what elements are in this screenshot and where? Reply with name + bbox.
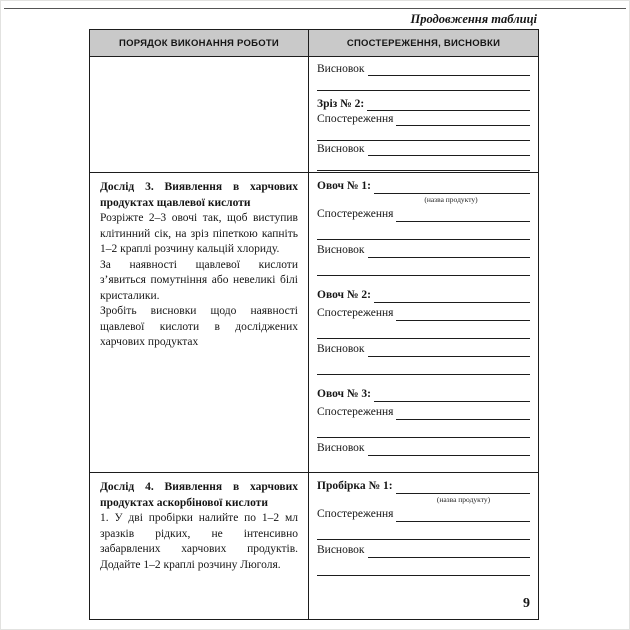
experiment-3-step: Розріжте 2–3 овочі так, щоб виступив клітинний сік, на зріз піпеткою капніть 1–2 краплі розчину кальцій хлориду. xyxy=(100,212,298,255)
experiment-4-title: Дослід 4. Виявлення в харчових продуктах аскорбінової кислоти xyxy=(100,481,298,509)
blank-line xyxy=(368,143,530,156)
experiment-3-note: За наявності щавлевої кислоти з’явиться помутніння або невеликі білі кристалики. xyxy=(100,258,298,302)
conclusion-field xyxy=(317,243,530,258)
blank-line xyxy=(396,113,530,126)
observations-cell-experiment-3 xyxy=(309,173,538,472)
blank-line xyxy=(317,78,530,91)
experiment-3-title: Дослід 3. Виявлення в харчових продуктах щавлевої кислоти xyxy=(100,181,298,209)
blank-line xyxy=(374,387,530,402)
cut-2-field xyxy=(317,98,530,111)
vegetable-1-label: Овоч № 1: xyxy=(317,180,371,192)
conclusion-label: Висновок xyxy=(317,343,365,355)
observation-field xyxy=(317,507,530,522)
conclusion-field xyxy=(317,143,530,156)
observation-label: Спостереження xyxy=(317,113,394,125)
observations-cell-experiment-4 xyxy=(309,473,538,619)
vegetable-3-field xyxy=(317,387,530,402)
column-header-procedure: ПОРЯДОК ВИКОНАННЯ РОБОТИ xyxy=(90,30,309,56)
blank-line xyxy=(368,543,530,558)
blank-line xyxy=(396,306,530,321)
observation-label: Спостереження xyxy=(317,406,394,418)
blank-line xyxy=(368,63,530,76)
blank-line xyxy=(317,525,530,540)
conclusion-label: Висновок xyxy=(317,63,365,75)
conclusion-label: Висновок xyxy=(317,244,365,256)
column-header-observations: СПОСТЕРЕЖЕННЯ, ВИСНОВКИ xyxy=(346,37,501,49)
observations-cell-continuation xyxy=(309,57,538,172)
table-header-row xyxy=(90,30,538,56)
conclusion-field xyxy=(317,543,530,558)
blank-line xyxy=(317,459,530,472)
table-row-continuation xyxy=(90,56,538,172)
product-name-caption: (назва продукту) xyxy=(436,495,491,504)
blank-line xyxy=(317,158,530,171)
observation-field xyxy=(317,405,530,420)
blank-line xyxy=(368,441,530,456)
test-tube-1-field xyxy=(317,479,530,494)
observation-field xyxy=(317,207,530,222)
conclusion-label: Висновок xyxy=(317,442,365,454)
observation-label: Спостереження xyxy=(317,208,394,220)
blank-line xyxy=(396,507,530,522)
observation-label: Спостереження xyxy=(317,307,394,319)
blank-line xyxy=(396,479,530,494)
procedure-cell-experiment-4 xyxy=(90,473,309,619)
worksheet-table xyxy=(89,29,539,620)
blank-line xyxy=(396,405,530,420)
blank-line xyxy=(317,561,530,576)
procedure-cell-empty xyxy=(90,57,309,172)
product-name-caption: (назва продукту) xyxy=(424,195,478,204)
vegetable-2-label: Овоч № 2: xyxy=(317,289,371,301)
blank-line xyxy=(374,288,530,303)
observation-field xyxy=(317,306,530,321)
blank-line xyxy=(367,98,530,111)
blank-line xyxy=(317,360,530,375)
blank-line xyxy=(368,342,530,357)
conclusion-label: Висновок xyxy=(317,143,365,155)
blank-line xyxy=(317,225,530,240)
blank-line xyxy=(317,261,530,276)
experiment-4-step: 1. У дві пробірки налийте по 1–2 мл зразків рідких, не інтенсивно забарвлених харчових продуктів. Додайте 1–2 краплі розчину Люголя. xyxy=(100,512,298,571)
blank-line xyxy=(396,207,530,222)
observation-label: Спостереження xyxy=(317,508,394,520)
conclusion-field xyxy=(317,342,530,357)
blank-line xyxy=(317,423,530,438)
page-top-rule xyxy=(4,8,626,9)
conclusion-field xyxy=(317,63,530,76)
vegetable-3-label: Овоч № 3: xyxy=(317,388,371,400)
blank-line xyxy=(374,179,530,194)
conclusion-field xyxy=(317,441,530,456)
table-continuation-note: Продовження таблиці xyxy=(410,12,537,26)
table-row-experiment-3 xyxy=(90,172,538,472)
blank-line xyxy=(368,243,530,258)
conclusion-label: Висновок xyxy=(317,544,365,556)
observation-field xyxy=(317,113,530,126)
cut-2-label: Зріз № 2: xyxy=(317,98,365,110)
page-number: 9 xyxy=(523,596,530,611)
procedure-cell-experiment-3 xyxy=(90,173,309,472)
table-row-experiment-4 xyxy=(90,472,538,619)
test-tube-1-label: Пробірка № 1: xyxy=(317,480,393,492)
vegetable-1-field xyxy=(317,179,530,194)
vegetable-2-field xyxy=(317,288,530,303)
blank-line xyxy=(317,324,530,339)
blank-line xyxy=(317,128,530,141)
experiment-3-task: Зробіть висновки щодо наявності щавлевої кислоти в досліджених харчових продуктах xyxy=(100,305,298,348)
